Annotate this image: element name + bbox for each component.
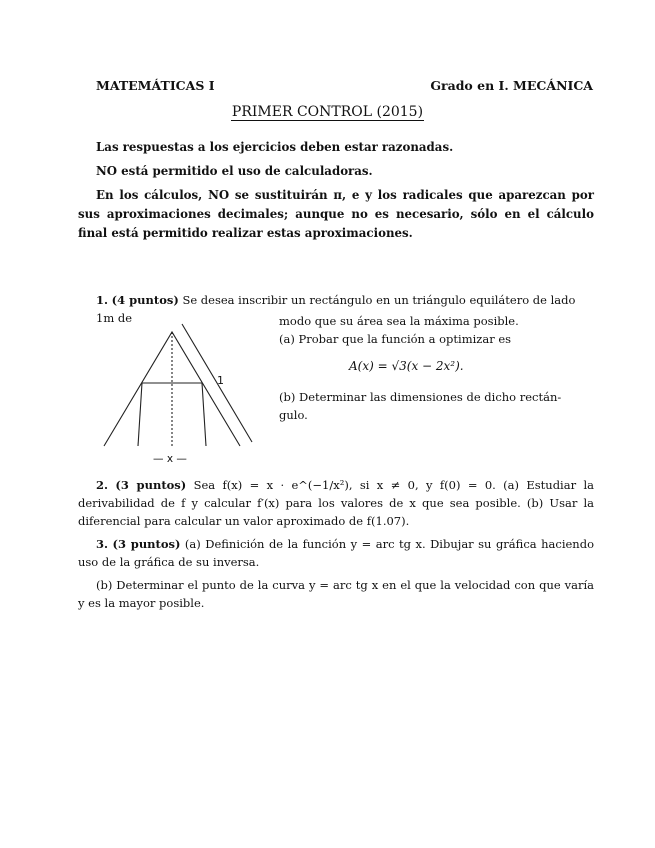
problem-1-part-b-line1: (b) Determinar las dimensiones de dicho rectán- xyxy=(279,390,562,404)
triangle-figure xyxy=(96,322,262,466)
problem-1-points: (4 puntos) xyxy=(111,293,179,307)
problem-2 xyxy=(78,476,594,530)
course-name: MATEMÁTICAS I xyxy=(96,78,215,93)
problem-1-intro-text: Se desea inscribir un rectángulo en un triángulo equilátero de lado 1m de xyxy=(96,293,576,325)
problem-1-line2: modo que su área sea la máxima posible. xyxy=(279,314,519,328)
side-length-label: 1 xyxy=(217,374,224,387)
rectangle-right xyxy=(202,383,206,446)
base-x-label: — x — xyxy=(153,453,187,465)
instruction-no-calculators: NO está permitido el uso de calculadoras. xyxy=(96,164,373,178)
problem-2-points: (3 puntos) xyxy=(115,478,187,492)
problem-3-number: 3. xyxy=(96,537,109,551)
problem-1-number: 1. xyxy=(96,293,109,307)
problem-2-number: 2. xyxy=(96,478,109,492)
problem-1-part-b-line2: gulo. xyxy=(279,408,308,422)
degree-name: Grado en I. MECÁNICA xyxy=(430,78,593,93)
problem-3-points: (3 puntos) xyxy=(112,537,181,551)
problem-3-part-a xyxy=(78,535,594,571)
instruction-no-approximations: En los cálculos, NO se sustituirán π, e y los radicales que aparezcan por sus aproximaciones decimales; aunque no es necesario, sólo en el cálculo final está permitido realizar estas aproximaciones. xyxy=(78,188,594,240)
instruction-reasoned: Las respuestas a los ejercicios deben estar razonadas. xyxy=(96,140,454,154)
rectangle-left xyxy=(138,383,142,446)
page-title-text: PRIMER CONTROL (2015) xyxy=(231,104,424,120)
problem-2-text: Sea f(x) = x · e^(−1/x²), si x ≠ 0, y f(0) = 0. (a) Estudiar la derivabilidad de f y calcular f′(x) para los valores de x que sea posible. (b) Usar la diferencial para calcular un valor aproximado de f(1.07). xyxy=(78,478,594,528)
problem-3-part-a-text: (a) Definición de la función y = arc tg x. Dibujar su gráfica haciendo uso de la gráfica de su inversa. xyxy=(78,537,594,569)
problem-1-part-a: (a) Probar que la función a optimizar es xyxy=(279,332,512,346)
problem-1-formula: A(x) = √3(x − 2x²). xyxy=(349,359,464,373)
problem-3-part-b: (b) Determinar el punto de la curva y = arc tg x en el que la velocidad con que varía y es la mayor posible. xyxy=(78,578,594,610)
page-title xyxy=(0,104,655,120)
